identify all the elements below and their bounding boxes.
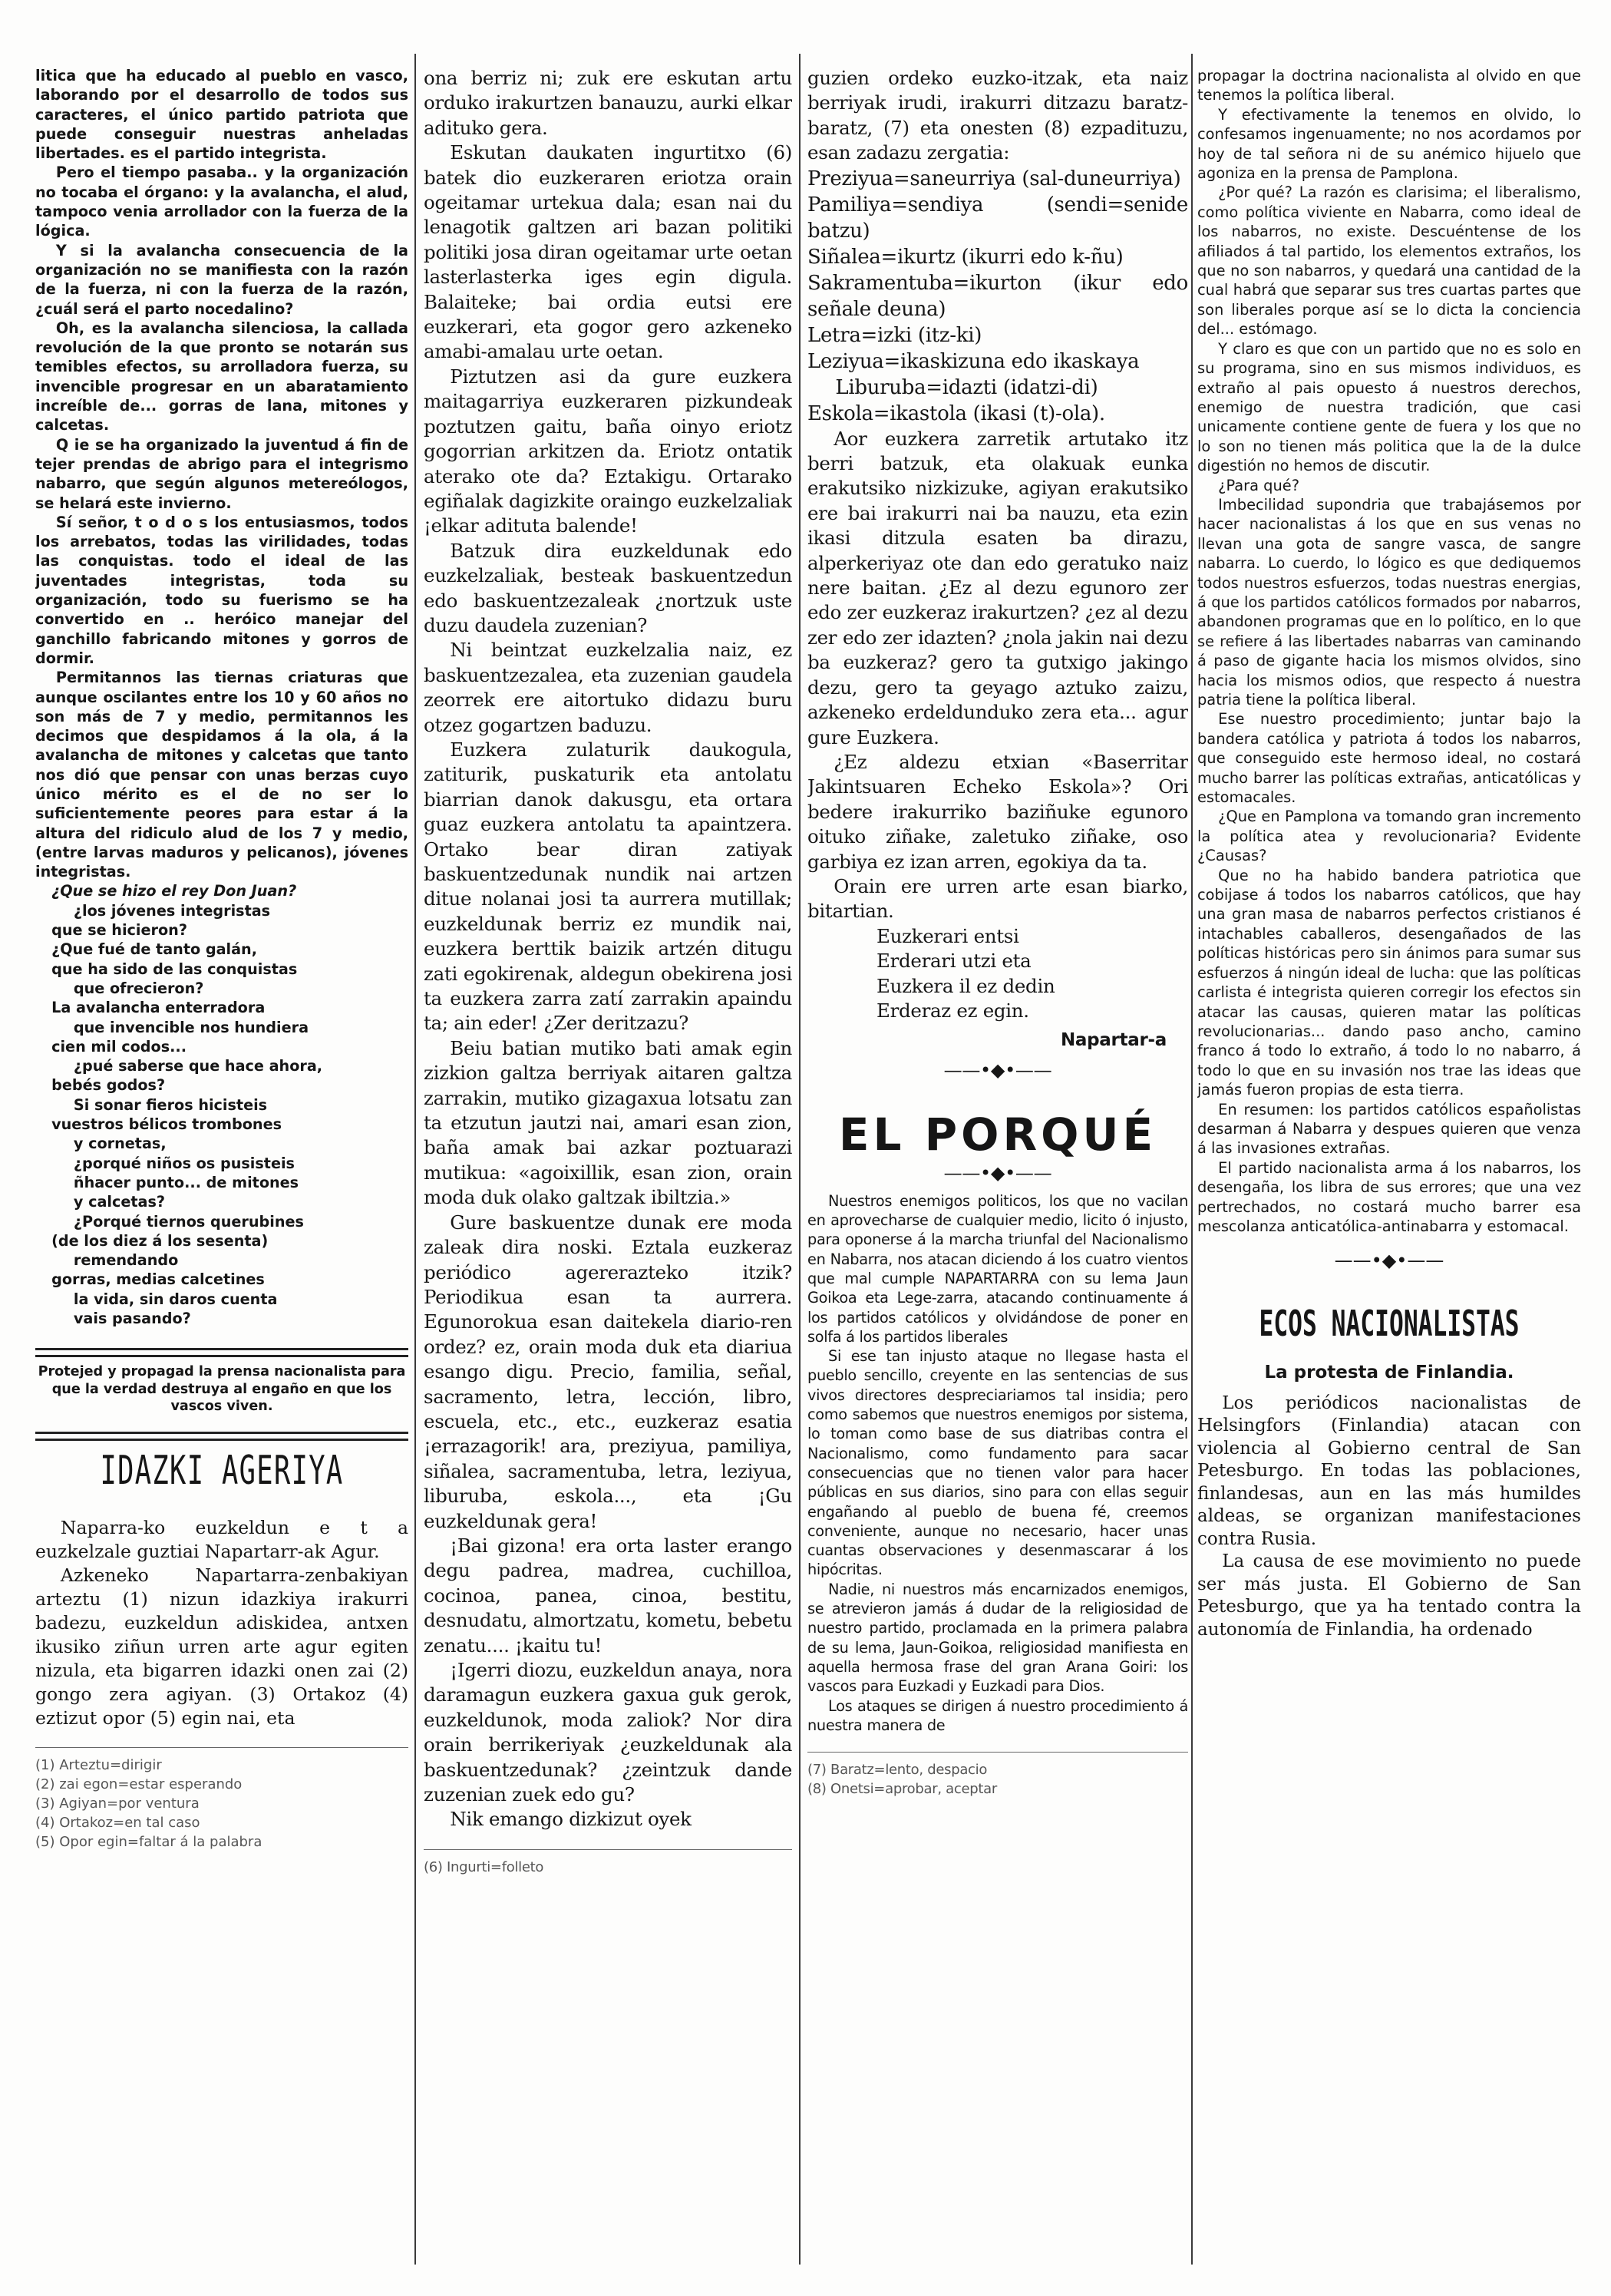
- footnote: (4) Ortakoz=en tal caso: [35, 1814, 200, 1831]
- article-paragraph: Y efectivamente la tenemos en olvido, lo confesamos ingenuamente; no nos acordamos por hoy de tal señora ni de su anémico hijuelo que agoniza en la prensa de Pamplona.: [1197, 105, 1581, 183]
- article-paragraph: Orain ere urren arte esan biarko, bitartian.: [807, 874, 1188, 923]
- verse-line: vais pasando?: [73, 1310, 191, 1327]
- article-paragraph: Oh, es la avalancha silenciosa, la callada revolución de la que pronto se notarán sus temibles efectos, su arrolladora fuerza, su invencible progresar en un abaratamiento increíble de... gorras de lana, mitones y calcetas.: [35, 319, 408, 434]
- definition: Liburuba=idazti (idatzi-di): [835, 375, 1098, 399]
- ornament-divider: ——•◆•——: [943, 1059, 1052, 1081]
- verse-line: cien mil codos...: [51, 1037, 187, 1055]
- article-paragraph: Euzkera zulaturik daukogula, zatiturik, puskaturik eta antolatu biarrian danok dakusgu, eta ortara guaz euzkera antolatu ta apaintzera. Ortako bear diran zatiyak baskuentzedunak nundik nai artzen dituе nolanai josi ta aurrera mutillak; euzkeldunak berriz ez mundik nai, euzkera berttik baizik artzén ditugu zati egokirenak, aldegun obekirena josi ta euzkera zarra zatí zarrakin apaindu ta; ain eder! ¿Zer deritzazu?: [424, 738, 792, 1035]
- article-paragraph: Eskutan daukaten ingurtitxo (6) batek dio euzkeraren eriotza orain ogeitamar urtekua dala; esan nai du lenagotik galtzen ari bazan politiki politiki josa diran ogeitamar urte oetan lasterlasterka iges egin digula. Balaiteke; bai ordia eutsi ere euzkerari, eta gogor gero azkeneko amabi-amalau urte oetan.: [424, 141, 792, 363]
- verse-line: La avalancha enterradora: [51, 999, 266, 1017]
- article-paragraph: propagar la doctrina nacionalista al olvido en que tenemos la política liberal.: [1197, 67, 1581, 104]
- verse-line: ¿Que se hizo el rey Don Juan?: [51, 882, 297, 900]
- article-paragraph: Permitannos las tiernas criaturas que aunque oscilantes entre los 10 y 60 años no son más de 7 y medio, permitannos les decimos que despidamos á la ola, á la avalancha de mitones y calcetas que tanto nos dió que pensar con unas berzas cuyo único mérito es el de no ser lo suficientemente peores para estar á la altura del ridiculo alud de los 7 y medio, (entre larvas maduros y pelicanos), jóvenes integristas.: [35, 669, 408, 881]
- article-paragraph: ¡Bai gizona! era orta laster erango degu padrea, madrea, cuchilloa, cocinoa, panea, cinoa, bestitu, desnudatu, almortzatu, kometu, bebetu zenatu.... ¡kaitu tu!: [424, 1534, 792, 1657]
- article-paragraph: Beiu batian mutiko bati amak egin zizkion galtza berriyak aitaren galtza zarrakin, mutiko gizagaxua lotsatu zan ta etzutun jautzi nai, amari esan zion, baña amak bai azkar poztuarazi mutikua: «agoixillik, esan zion, orain moda duk olako galtzak ibiltzia.»: [424, 1036, 792, 1209]
- verse-line: que se hicieron?: [51, 921, 187, 940]
- column-rule: [1191, 54, 1193, 2265]
- column-rule: [414, 54, 416, 2265]
- article-paragraph: Nadie, ni nuestros más encarnizados enemigos, se atrevieron jamás á dudar de la religiosidad de nuestro partido, proclamada en la primera palabra de su lema, Jaun-Goikoa, religiosidad manifiesta en aquella hermosa frase del gran Arana Goiri: los vascos para Euzkadi y Euzkadi para Dios.: [807, 1580, 1188, 1696]
- verse-line: ¿pué saberse que hace ahora,: [73, 1057, 323, 1075]
- notice-border: [35, 1432, 408, 1441]
- idazki-ageriya-heading: IDAZKI AGERIYA: [100, 1447, 344, 1494]
- article-paragraph: guzien ordeko euzko-itzak, eta naiz berriyak irudi, irakurri ditzazu baratz-baratz, (7) eta onesten (8) ezpadituzu, esan zadazu zergatia:: [807, 67, 1188, 164]
- column-rule: [799, 54, 801, 2265]
- article-paragraph: Imbecilidad supondria que trabajásemos por hacer nacionalistas á los que en sus venas no llevan una gota de sangre vasca, de sangre nabarra. Lo cuerdo, lo lógico es que dediquemos todos nuestros esfuerzos, todas nuestras energias, á que los partidos católicos formados por nabarros, abandonen programas que en lo político, en lo que se refiere á las libertades nabarras van caminando á paso de gigante hacia los mismos olvidos, sino hacia los mismos odios, que respecto á nuestra patria tiene la política liberal.: [1197, 495, 1581, 709]
- article-paragraph: Ni beintzat euzkelzalia naiz, ez baskuentzezalea, eta zuzenian gaudela zeorrek ere aitortuko didazu buru otzez gogartzen baduzu.: [424, 639, 792, 736]
- article-paragraph: ¿Para qué?: [1218, 476, 1299, 494]
- verse-line: que ofrecieron?: [73, 979, 204, 997]
- propaganda-notice: Protejed y propagad la prensa nacionalista para que la verdad destruya al engaño en que los vascos viven.: [38, 1364, 406, 1414]
- word-definitions: [807, 166, 1188, 427]
- definition: Letra=izki (itz-ki): [807, 323, 982, 347]
- definition: Sakramentuba=ikurton (ikur edo señale deuna): [807, 271, 1188, 321]
- article-paragraph: Nik emango dizkizut oyek: [450, 1808, 692, 1831]
- footnotes: [424, 1849, 792, 1877]
- article-paragraph: ¿Ez aldezu etxian «Baserritar Jakintsuaren Echeko Eskola»? Ori bedere irakurriko baziñuke egunoro oituko ziñake, zaletuko ziñake, oso garbiya ez izan arren, egokiya da ta.: [807, 750, 1188, 873]
- column-3: [807, 66, 1188, 1799]
- article-paragraph: ¿Que en Pamplona va tomando gran incremento la política atea y revolucionaria? Evidente ¿Causas?: [1197, 808, 1581, 865]
- article-paragraph: El partido nacionalista arma á los nabarros, los desengaña, los libra de sus errores; que una vez pertrechados, no costará mucho barrer esa mescolanza anticatólica-antinabarra y estomacal.: [1197, 1158, 1581, 1235]
- definition: Siñalea=ikurtz (ikurri edo k-ñu): [807, 245, 1124, 269]
- verse-line: ¿los jóvenes integristas: [73, 901, 271, 920]
- article-paragraph: Ese nuestro procedimiento; juntar bajo la bandera católica y patriota á todos los nabarros, que conseguido este hermoso ideal, no costará mucho barrer las políticas extrañas, anticatólicas y estomacales.: [1197, 710, 1581, 807]
- footnotes: [35, 1747, 408, 1852]
- footnote: (2) zai egon=estar esperando: [35, 1776, 243, 1792]
- verse-line: vuestros bélicos trombones: [51, 1115, 282, 1134]
- footnote: (1) Arteztu=dirigir: [35, 1756, 162, 1773]
- verse-line: ¿Porqué tiernos querubines: [73, 1212, 304, 1231]
- footnote: (3) Agiyan=por ventura: [35, 1795, 200, 1812]
- column-4: [1197, 66, 1581, 1641]
- verse-line: ñhacer punto... de mitones: [73, 1173, 299, 1191]
- footnote: (6) Ingurti=folleto: [424, 1858, 544, 1875]
- article-paragraph: Si ese tan injusto ataque no llegase hasta el pueblo sencillo, creyente en las sentencias de sus vivos directores despreciariamos tal insidia; pero como sabemos que nuestros enemigos por sistema, lo toman como base de sus diatribas contra el Nacionalismo, como fundamento para sacar consecuencias que no tienen valor para hacer públicas en sus diarios, sino para con ellas seguir engañando al pueblo de buena fé, creemos conveniente, aunque no necesario, hacer unas cuantas observaciones y desenmascarar á los hipócritas.: [807, 1347, 1188, 1579]
- article-paragraph: ¿Por qué? La razón es clarisima; el liberalismo, como política viviente en Nabarra, como ideal de los nabarros, no existe. Descuéntense de los afiliados á tal partido, los elementos extraños, los que no son nabarros, y quedará una cantidad de la cual habrá que separar sus tres cuartas partes que son liberales porque así se lo dicta la conciencia del... estómago.: [1197, 183, 1581, 339]
- definition: Leziyua=ikaskizuna edo ikaskaya: [807, 349, 1140, 373]
- verse-line: bebés godos?: [51, 1076, 166, 1095]
- ornament-divider: ——•◆•——: [1334, 1250, 1444, 1272]
- verse-line: que ha sido de las conquistas: [51, 960, 298, 978]
- article-paragraph: Los ataques se dirigen á nuestro procedimiento á nuestra manera de: [807, 1696, 1188, 1734]
- ecos-nacionalistas-heading: ECOS NACIONALISTAS: [1259, 1303, 1520, 1345]
- article-paragraph: Pero el tiempo pasaba.. y la organización no tocaba el órgano: y la avalancha, el alud, tampoco venia arrollador con la fuerza de la lógica.: [35, 164, 408, 240]
- footnote: (5) Opor egin=faltar á la palabra: [35, 1833, 262, 1850]
- verse-line: Euzkera il ez dedin: [876, 974, 1055, 997]
- verse-line: remendando: [73, 1251, 179, 1270]
- article-paragraph: Que no ha habido bandera patriotica que cobijase á todos los nabarros católicos, que hay una gran masa de nabarros perfectos cristianos é intachables caballeros, desengañados de las políticas históricas pero sin ánimos para sumar sus esfuerzos á ningún ideal de lucha: que las políticas carlista é integrista quieren corregir los efectos sin atacar las causas, quieren matar las políticas revolucionarias... dando paso ancho, camino franco á todo lo extraño, á todo lo no nabarro, á todo lo que en su invasión nos trae las ideas que jamás fueron propias de esta tierra.: [1197, 866, 1581, 1099]
- verse-line: gorras, medias calcetines: [51, 1270, 265, 1289]
- article-paragraph: Q ie se ha organizado la juventud á fin de tejer prendas de abrigo para el integrismo nabarro, que según algunos metereólogos, se helará este invierno.: [35, 435, 408, 512]
- article-paragraph: Aor euzkera zarretik artutako itz berri batzuk, eta olakuak eunka erakutsiko nizkizuke, agiyan erakutsiko ere bai irakurri nai ba nauzu, eta ezin ikasi ditzula esaten ba dirazu, alperkeriyaz ote dan edo geratuko naiz nere baitan. ¿Ez al dezu egunoro zer edo zer euzkeraz irakurtzen? ¿ez al dezu zer edo zer idazten? ¿nola jakin nai dezu ba euzkeraz? gero ta gutxigo jakingo dezu, gero ta geyago aztuko zaizu, azkeneko erdeldunduko zera eta... agur gure Euzkera.: [807, 427, 1188, 748]
- verse-line: ¿Que fué de tanto galán,: [51, 940, 258, 959]
- poem: [35, 881, 408, 1328]
- article-paragraph: Batzuk dira euzkeldunak edo euzkelzaliak, besteak baskuentzedun edo baskuentzezaleak ¿nortzuk uste duzu daudela zuzenian?: [424, 539, 792, 636]
- article-paragraph: Azkeneko Napartarra-zenbakiyan arteztu (1) nizun idazkiya irakurri badezu, euzkeldun adiskidea, antxen ikusiko ziñun urren arte agur egiten nizula, eta bigarren idazki onen zai (2) gongo zera agiyan. (3) Ortakoz (4) eztizut opor (5) egin nai, eta: [35, 1564, 408, 1729]
- verse-line: Erderari utzi eta: [876, 950, 1032, 973]
- column-2: [424, 66, 792, 1877]
- footnotes: [807, 1752, 1188, 1799]
- article-paragraph: litica que ha educado al pueblo en vasco, laborando por el desarrollo de todos sus caracteres, el único partido patriota que puede conseguir nuestras anheladas libertades. es el partido integrista.: [35, 67, 408, 163]
- article-paragraph: Sí señor, t o d o s los entusiasmos, todos los arrebatos, todas las virilidades, todas las conquistas. todo el ideal de las juventades integristas, toda su organización, todo su fuerismo se ha convertido en .. heróico manejar del ganchillo fabricando mitones y gorros de dormir.: [35, 513, 408, 667]
- column-1: [35, 66, 408, 1852]
- definition: Pamiliya=sendiya (sendi=senide batzu): [807, 193, 1188, 243]
- verse-line: la vida, sin daros cuenta: [73, 1290, 278, 1308]
- article-subtitle: La protesta de Finlandia.: [1264, 1363, 1514, 1383]
- ornament-divider: ——•◆•——: [943, 1161, 1052, 1184]
- definition: Eskola=ikastola (ikasi (t)-ola).: [807, 401, 1105, 425]
- article-paragraph: En resumen: los partidos católicos españolistas desarman á Nabarra y despues quieren que venza á las invasiones extrañas.: [1197, 1100, 1581, 1158]
- article-paragraph: ona berriz ni; zuk ere eskutan artu orduko irakurtzen banauzu, aurki elkar adituko gera.: [424, 67, 792, 139]
- article-paragraph: La causa de ese movimiento no puede ser más justa. El Gobierno de San Petesburgo, que ya ha tentado contra la autonomía de Finlandia, ha ordenado: [1197, 1551, 1581, 1640]
- footnote: (8) Onetsi=aprobar, aceptar: [807, 1781, 997, 1798]
- verse-line: Erderaz ez egin.: [876, 999, 1029, 1022]
- article-paragraph: Gure baskuentze dunak ere moda zaleak dira noski. Eztala euzkeraz periódico agererazteko itzik? Periodikua esan ta aurrera. Egunorokua esan daitekela diario-ren ordez? ez, orain moda duk eta diariua esango digu. Precio, familia, señal, sacramento, letra, lección, libro, escuela, etc., etc., euzkeraz esatia ¡errazagorik! ara, preziyua, pamiliya, siñalea, sacramentuba, letra, leziyua, liburuba, eskola..., eta ¡Gu euzkeldunak gera!: [424, 1211, 792, 1532]
- closing-verse: [807, 924, 1188, 1024]
- article-paragraph: Naparra-ko euzkeldun e t a euzkelzale guztiai Napartarr-ak Agur.: [35, 1516, 408, 1562]
- article-paragraph: Piztutzen asi da gure euzkera maitagarriya euzkeraren pizkundeak poztutzen gaitu, baña oinyo eriotz gogorrian arkitzen da. Eriotz ontatik aterako ote da? Eztakigu. Ortarako egiñalak dagizkite oraingo euzkelzaliak ¡elkar adituta balende!: [424, 365, 792, 537]
- article-paragraph: Nuestros enemigos politicos, los que no vacilan en aprovecharse de cualquier medio, licito ó injusto, para oponerse á la marcha triunfal del Nacionalismo en Nabarra, nos atacan diciendo á los cuatro vientos que mal cumple NAPARTARRA con su lema Jaun Goikoa eta Lege-zarra, atacando continuamente á los partidos católicos y olvidándose de poner en solfa á los partidos liberales: [807, 1191, 1188, 1346]
- article-paragraph: Los periódicos nacionalistas de Helsingfors (Finlandia) atacan con violencia al Gobierno central de San Petesburgo. En todas las poblaciones, finlandesas, aun en las más humildes aldeas, se organizan manifestaciones contra Rusia.: [1197, 1392, 1581, 1549]
- definition: Preziyua=saneurriya (sal-duneurriya): [807, 167, 1181, 190]
- verse-line: Si sonar fieros hicisteis: [73, 1095, 268, 1114]
- verse-line: (de los diez á los sesenta): [51, 1231, 269, 1250]
- article-paragraph: ¡Igerri diozu, euzkeldun anaya, nora daramagun euzkera gaxua guk gerok, euzkeldunok, moda zaliok? Nor dira orain berrikeriyak ¿euzkeldunak ala baskuentzedunak? ¿zeintzuk dande zuzenian zuek edo gu?: [424, 1659, 792, 1806]
- verse-line: Euzkerari entsi: [876, 924, 1019, 947]
- verse-line: que invencible nos hundiera: [73, 1018, 309, 1036]
- footnote: (7) Baratz=lento, despacio: [807, 1762, 988, 1779]
- verse-line: ¿porqué niños os pusisteis: [73, 1154, 295, 1172]
- el-porque-heading: EL PORQUÉ: [838, 1108, 1157, 1161]
- verse-line: y calcetas?: [73, 1193, 166, 1211]
- article-paragraph: Y si la avalancha consecuencia de la organización no se manifiesta con la razón de la fuerza, ni con la fuerza de la razón, ¿cuál será el parto nocedalino?: [35, 241, 408, 318]
- verse-line: y cornetas,: [73, 1135, 167, 1153]
- author-signature: Napartar-a: [1060, 1030, 1167, 1051]
- notice-border: [35, 1348, 408, 1357]
- article-paragraph: Y claro es que con un partido que no es solo en su programa, sino en sus mismos individuos, es extraño al pais opuesto á nuestros derechos, enemigo de nuestra tradición, que casi unicamente contiene gente de fuera y los que no lo son no tienen más politica que la de la dulce digestión no hemos de discutir.: [1197, 339, 1581, 475]
